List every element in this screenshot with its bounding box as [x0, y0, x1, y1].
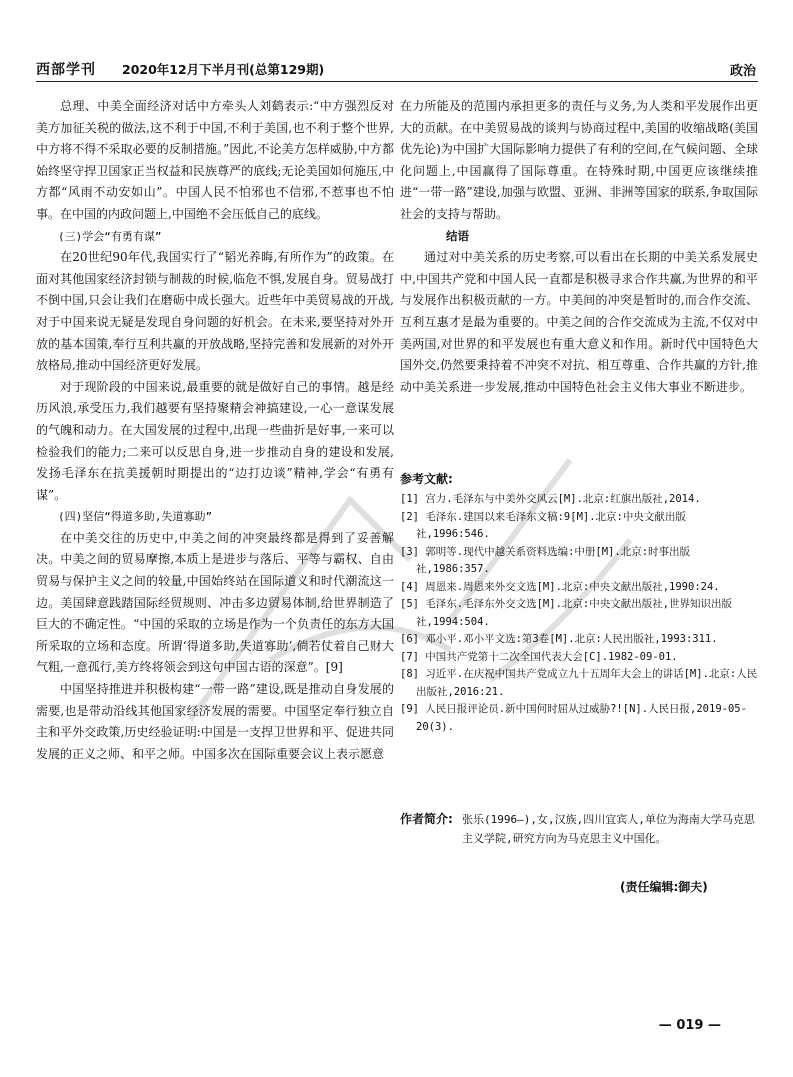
paragraph: 总理、中美全面经济对话中方牵头人刘鹤表示:“中方强烈反对美方加征关税的做法,这不利于中国,不利于美国,也不利于整个世界,中方将不得不采取必要的反制措施。”因此,不论美方怎样威胁,中方都始终坚守捍卫国家正当权益和民族尊严的底线;无论美国如何施压,中方都“风雨不动安如山”。中国人民不怕邪也不信邪,不惹事也不怕事。在中国的内政问题上,中国绝不会压低自己的底线。: [36, 99, 394, 221]
reference-item: [7] 中国共产党第十二次全国代表大会[C].1982-09-01.: [400, 650, 678, 663]
subheading: (四)坚信“得道多助,失道寡助”: [58, 510, 213, 524]
left-column: [36, 96, 394, 765]
reference-item: [6] 邓小平.邓小平文选:第3卷[M].北京:人民出版社,1993:311.: [400, 633, 718, 645]
author-label: 作者简介:: [400, 812, 453, 826]
references-title: 参考文献:: [400, 472, 453, 486]
editor-note: (责任编辑:御夫): [620, 880, 708, 894]
reference-item: [3] 郭明等.现代中越关系资料选编:中册[M].北京:时事出版社,1986:357.: [400, 545, 691, 575]
paragraph: 在力所能及的范围内承担更多的责任与义务,为人类和平发展作出更大的贡献。在中美贸易战的谈判与协商过程中,美国的收缩战略(美国优先论)为中国扩大国际影响力提供了有利的空间,在气候问题、全球化问题上,中国赢得了国际尊重。在特殊时期,中国更应该继续推进“一带一路”建设,加强与欧盟、亚洲、非洲等国家的联系,争取国际社会的支持与帮助。: [400, 99, 758, 221]
paragraph: 中国坚持推进并积极构建“一带一路”建设,既是推动自身发展的需要,也是带动沿线其他国家经济发展的需要。中国坚定奉行独立自主和平外交政策,历史经验证明:中国是一支捍卫世界和平、促进共同发展的正义之师、和平之师。中国多次在国际重要会议上表示愿意: [36, 682, 394, 761]
section-label: 政治: [729, 64, 756, 79]
conclusion-heading: 结语: [446, 228, 469, 243]
reference-item: [9] 人民日报评论员.新中国何时屈从过威胁?![N].人民日报,2019-05-20(3).: [400, 703, 747, 733]
right-column: [400, 96, 758, 398]
paragraph: 对于现阶段的中国来说,最重要的就是做好自己的事情。越是经历风浪,承受压力,我们越要有坚持聚精会神搞建设,一心一意谋发展的气魄和动力。在大国发展的过程中,出现一些曲折是好事,一来可以检验我们的能力;二来可以反思自身,进一步推动自身的建设和发展,发扬毛泽东在抗美援朝时期提出的“边打边谈”精神,学会“有勇有谋”。: [36, 379, 394, 502]
header-rule: [36, 81, 758, 82]
subheading: (三)学会“有勇有谋”: [58, 229, 162, 243]
issue-info: 2020年12月下半月刊(总第129期): [122, 62, 325, 77]
page-number: — 019 —: [658, 1018, 721, 1033]
author-text: 张乐(1996—),女,汉族,四川宜宾人,单位为海南大学马克思主义学院,研究方向为马克思主义中国化。: [462, 813, 755, 845]
journal-title: 西部学刊: [36, 62, 96, 78]
running-header: [36, 56, 758, 80]
paragraph: 在中美交往的历史中,中美之间的冲突最终都是得到了妥善解决。中美之间的贸易摩擦,本质上是进步与落后、平等与霸权、自由贸易与保护主义之间的较量,中国始终站在国际道义和时代潮流这一边。美国肆意践踏国际经贸规则、冲击多边贸易体制,给世界制造了巨大的不确定性。“中国的采取的立场是作为一个负责任的东方大国所采取的立场和态度。所谓‘得道多助,失道寡助’,倘若仗着自己财大气粗,一意孤行,美方终将领会到这句中国古语的深意”。[9]: [36, 530, 394, 675]
paragraph: 在20世纪90年代,我国实行了“韬光养晦,有所作为”的政策。在面对其他国家经济封锁与制裁的时候,临危不惧,发展自身。贸易战打不倒中国,只会让我们在磨砺中成长强大。近些年中美贸易战的开战,对于中国来说无疑是发现自身问题的好机会。在未来,要坚持对外开放的基本国策,奉行互利共赢的开放战略,坚持完善和发展新的对外开放格局,推动中国经济更好发展。: [36, 250, 394, 373]
reference-item: [8] 习近平.在庆祝中国共产党成立九十五周年大会上的讲话[M].北京:人民出版社,2016:21.: [400, 668, 758, 698]
paragraph: 通过对中美关系的历史考察,可以看出在长期的中美关系发展史中,中国共产党和中国人民一直都是积极寻求合作共赢,为世界的和平与发展作出积极贡献的一方。中美间的冲突是暂时的,而合作交流、互利互惠才是最为重要的。中美之间的合作交流成为主流,不仅对中美两国,对世界的和平发展也有重大意义和作用。新时代中国特色大国外交,仍然要秉持着不冲突不对抗、相互尊重、合作共赢的方针,推动中美关系进一步发展,推动中国特色社会主义伟大事业不断进步。: [400, 250, 758, 394]
reference-item: [5] 毛泽东.毛泽东外交文选[M].北京:中央文献出版社,世界知识出版社,1994:504.: [400, 598, 733, 628]
author-bio: [400, 810, 758, 848]
references: [400, 470, 758, 736]
reference-item: [1] 宫力.毛泽东与中美外交风云[M].北京:红旗出版社,2014.: [400, 493, 701, 505]
reference-item: [4] 周恩来.周恩来外交文选[M].北京:中央文献出版社,1990:24.: [400, 580, 720, 593]
reference-item: [2] 毛泽东.建国以来毛泽东文稿:9[M].北京:中央文献出版社,1996:546.: [400, 510, 686, 540]
